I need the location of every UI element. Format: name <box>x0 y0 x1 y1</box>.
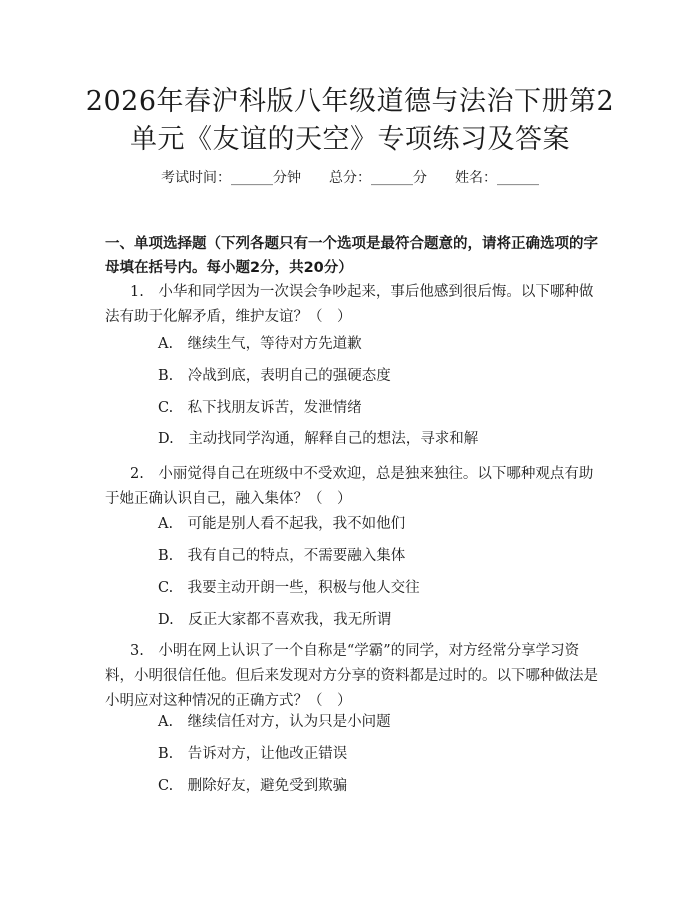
question-1-option-a: A. 继续生气，等待对方先道歉 <box>158 336 362 352</box>
question-2-option-c: C. 我要主动开朗一些，积极与他人交往 <box>158 580 420 596</box>
question-1-option-d: D. 主动找同学沟通，解释自己的想法，寻求和解 <box>158 431 479 447</box>
question-2-option-b: B. 我有自己的特点，不需要融入集体 <box>158 548 406 564</box>
section-heading: 一、单项选择题（下列各题只有一个选项是最符合题意的，请将正确选项的字母填在括号内。每小题2分，共20分） <box>105 236 598 276</box>
question-1-option-b: B. 冷战到底，表明自己的强硬态度 <box>158 368 391 384</box>
question-3-option-c: C. 删除好友，避免受到欺骗 <box>158 778 348 794</box>
question-3-option-a: A. 继续信任对方，认为只是小问题 <box>158 714 391 730</box>
document-title-line-2: 单元《友谊的天空》专项练习及答案 <box>130 124 570 155</box>
document-title-line-1: 2026年春沪科版八年级道德与法治下册第2 <box>85 86 615 117</box>
question-1-option-c: C. 私下找朋友诉苦，发泄情绪 <box>158 400 362 416</box>
question-2-option-d: D. 反正大家都不喜欢我，我无所谓 <box>158 612 392 628</box>
question-2-stem: 2. 小丽觉得自己在班级中不受欢迎，总是独来独往。以下哪种观点有助于她正确认识自己，融入集体？（ ） <box>105 466 594 507</box>
question-1-stem: 1. 小华和同学因为一次误会争吵起来，事后他感到很后悔。以下哪种做法有助于化解矛盾，维护友谊？（ ） <box>105 284 594 325</box>
question-2-option-a: A. 可能是别人看不起我，我不如他们 <box>158 516 406 532</box>
question-3-option-b: B. 告诉对方，让他改正错误 <box>158 746 348 762</box>
exam-info <box>0 168 700 188</box>
question-3-stem: 3. 小明在网上认识了一个自称是“学霸”的同学，对方经常分享学习资料，小明很信任他。但后来发现对方分享的资料都是过时的。以下哪种做法是小明应对这种情况的正确方式？（ ） <box>105 643 598 709</box>
exam-score: 总分：______分 <box>329 170 427 186</box>
exam-time: 考试时间：______分钟 <box>161 170 301 186</box>
exam-name: 姓名：______ <box>455 170 539 186</box>
